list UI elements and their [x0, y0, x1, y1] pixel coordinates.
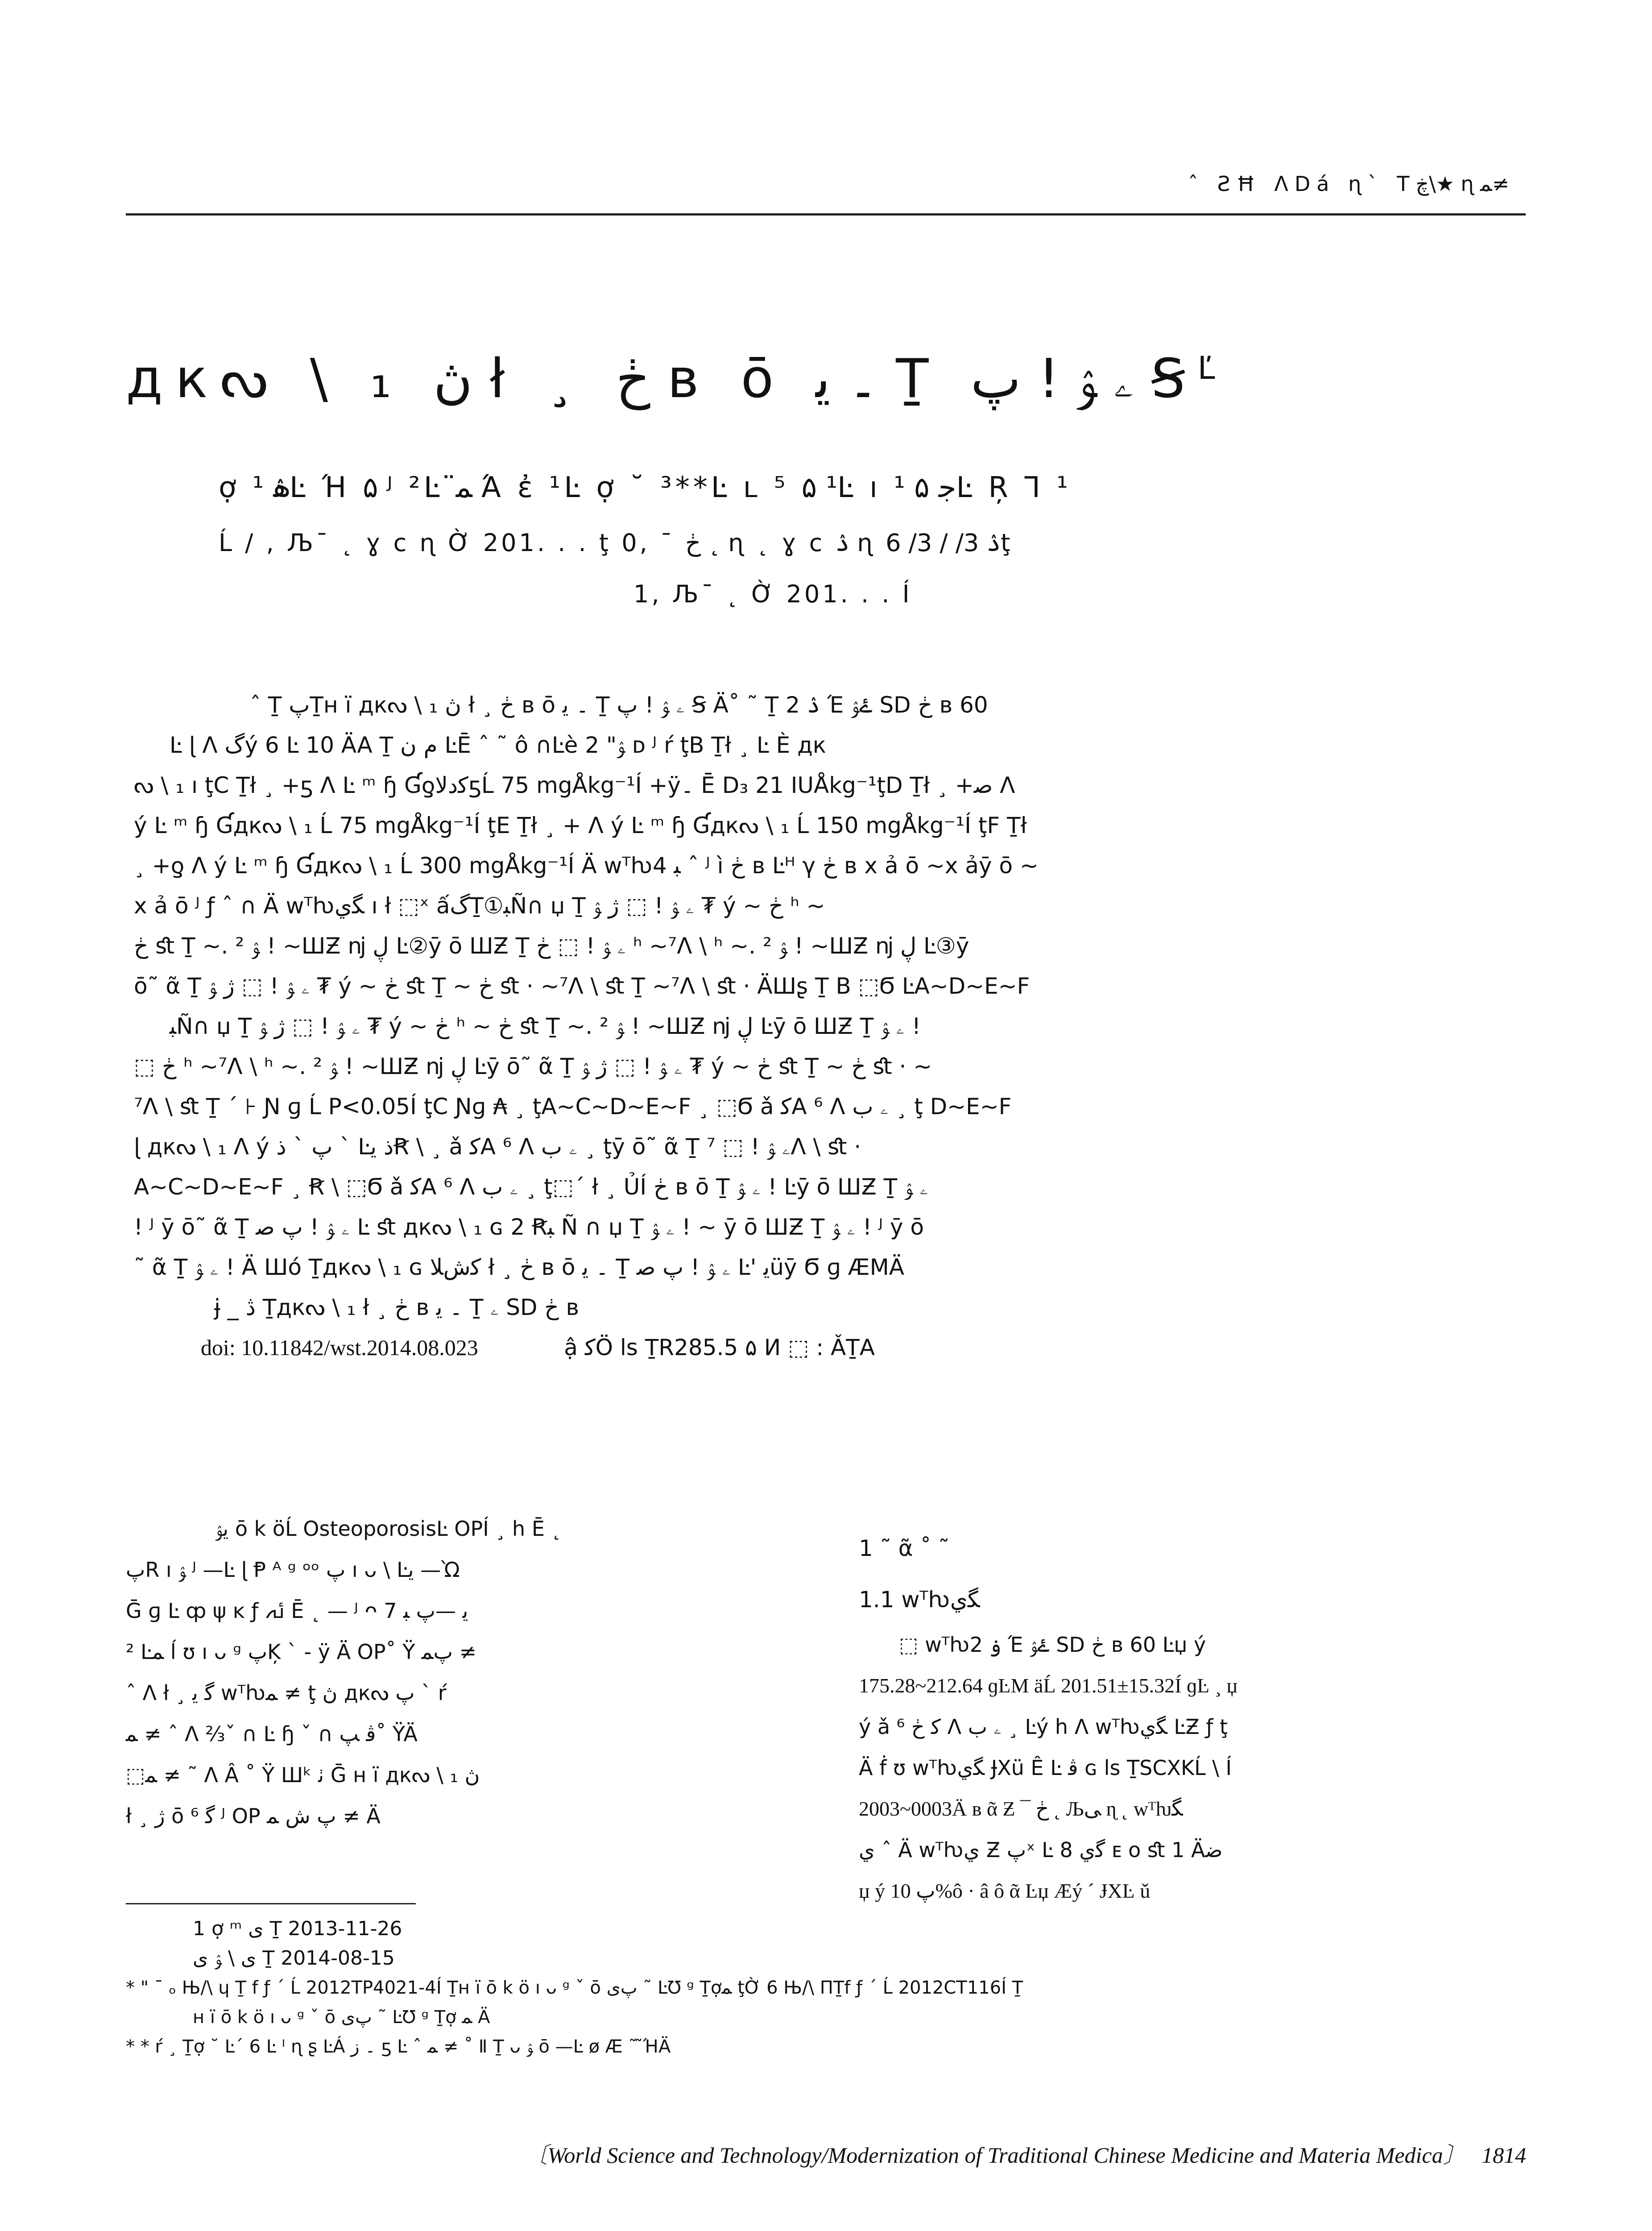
body-line: ﻱ ˆ Ä wᵀƕﻱ Ƶ ﭖˣ Ŀ ﮔﻱ 8 ᴇ o ﬆ 1 Äﺿ [859, 1838, 1223, 1862]
abstract-line: ˆ Ṯ ﭖṮн ï дкᔓ \ ₁ ڽ ł ¸ ڂ в ō ۔ ﻳ Ṯ ۦ ﯣ ! ﭖ Ꞩ Ä˚ ˜ Ṯ ۮ 2 Έ ۓﯣ SD ڂ в 60 [250, 692, 988, 718]
abstract-line: ˜ ᾶ Ṯ ۦ ﯣ ! Ä Шó Ṯдкᔓ \ ₁ ɢ ﮐﺵﻼ ł ¸ ڂ в ō ۔ ﻳ Ṯ ۦ ﯣ ! ﭖ ﺻ Ŀ' ﻳüȳ Ϭ ɡ ÆMÄ [134, 1254, 904, 1280]
paper-title-text: дкᔓ \ ₁ ڽ ł ¸ ڂ в ō ۔ ﻳ Ṯ ۦ ﯣ ! ﭖ Ꞩ [126, 348, 1198, 410]
body-line: 2003~0003Ä в ᾶ Ƶ ¯ ڂ ˛ Љﻰ ɳ ˛ wᵀƕﮕ [859, 1797, 1183, 1820]
running-header: ˆ ƧĦ ɅDá ɳ` Tڿ\★ ɳﻤ≠ [1188, 172, 1509, 196]
body-line: ﻤ ≠ ˆ Ʌ ⅔ˇ ∩ Ŀ ɧ ˇ ∩ ﭬ ﭗ˚ ŸÄ [126, 1722, 418, 1746]
abstract-line: ⬚ ڂ ʰ ~⁷Ʌ \ ʰ ~. ﯣ ² ! ~ШƵ ǌ ڸ Ŀȳ ō˜ ᾶ Ṯ ۦ ﯣ ! ⬚ ﮊ ﯣ ₮ ý ~ ڂ ﬆ Ṯ ~ ڂ ﬆ · ~ [134, 1053, 932, 1079]
body-line: ² Ŀﻤ ĺ ʊ ı ᴗ ᵍ ﭖĶ ˋ - ÿ Ä OP˚ Ÿ ﭖﻤ ≠ [126, 1640, 477, 1664]
doi-line [134, 1327, 1526, 1368]
doi: doi: 10.11842/wst.2014.08.023 [201, 1335, 478, 1360]
body-line: Ä ḟ ʊ wᵀƕﮕﻱ ɈXü Ê Ŀ ﭬ ɢ ls ṮSCXKĹ \ Í [859, 1756, 1232, 1780]
body-line: ﭖR ı ﯣ ᴶ —Ŀ ɭ Ᵽ ᴬ ᵍ ᵒᵒ ﭖ ı ᴗ \ Ŀﻳ —Ὼ [126, 1558, 460, 1582]
title-footnote-mark: Ľ [1197, 350, 1228, 386]
body-line: ł ¸ ﮊ ō ﮔ ⁶ ᴶ OP ﭖ ﺵ ﻤ ≠ Ä [126, 1804, 381, 1828]
footnote-rule [126, 1903, 416, 1904]
abstract-line: ý Ŀ ᵐ ɧ Ɠдкᔓ \ ₁ Ĺ 75 mgÅkg⁻¹Í ţE Ṯł ¸ + Ʌ ý Ŀ ᵐ ɧ Ɠдкᔓ \ ₁ Ĺ 150 mgÅkg⁻¹Í ţF Ṯł [134, 813, 1027, 838]
body-line: ⬚ wᵀƕۏ 2 Έ ۓﯣ SD ڂ в 60 Ŀџ ý [899, 1633, 1206, 1657]
section-heading: 1 ˜ ᾶ ˚ ˜ [859, 1535, 950, 1561]
abstract-line: ڂ ﬆ Ṯ ~. ﯣ ² ! ~ШƵ ǌ ڸ Ŀ②ȳ ō ШƵ Ṯ ۦ ﯣ ! ⬚ ڂ ʰ ~⁷Ʌ \ ʰ ~. ﯣ ² ! ~ШƵ ǌ ڸ Ŀ③ȳ [134, 933, 969, 959]
abstract-line: Ŀ ɭ Ʌ ﮒý 6 Ŀ 10 ÄA Ṯ ﻡ ن ĿĒ ˆ ˜ ô ∩Ŀè ﯣ" 2 ᴅ ᴶ ŕ ţB Ṯł ¸ Ŀ È дк [170, 732, 826, 758]
affiliation-line-2: 1, Љ¯ ˛ Ờ 201. . . Í [633, 580, 912, 608]
body-line: ﻳﯣ ō k öĹ OsteoporosisĿ OPÍ ¸ h Ē ˛ [215, 1517, 562, 1541]
abstract-line: ɭ дкᔓ \ ₁ Ʌ ý ﭖ ˋ ﺫ ˋ Ŀﺫ ﻳꞦ \ ¸ ǎ ﮐA ⁶ Ʌ ۦ ﺏ ¸ ţȳ ō˜ ᾶ Ṯ ۦ ﯣ ! ⬚ ⁷Ʌ \ ﬆ · [134, 1134, 861, 1160]
corresponding-author: * * ŕ ¸ Ṯợ ˘ Ŀˊ 6 Ŀ ᴵ ɳ ʂ ĿÁ ۔ ﺯ ƽ Ŀ ˆ ﻤ ≠ ˚ Ⅱ Ṯ ᴗ ﯣ ō —Ŀ ø Æ ˜ ̃ΉÄ [126, 2036, 671, 2057]
keywords-line: ɉ _ ڎ Ṯдкᔓ \ ₁ ł ¸ ڂ в ۔ ﻳ Ṯ ۦ SD ڂ в [214, 1294, 579, 1320]
left-column [126, 1508, 822, 1837]
fund-note: * " ¯ ₒ Њ/\ ɥ Ṯ f ƒ ˊ Ĺ 2012TP4021-4Í Ṯн ï ō k ö ı ᴗ ᵍ ˇ ō ﭖﻯ ˜ ĿƱ ᵍ Ṯợﻤ ţỜ 6 Њ/\ ПṮf ƒ ˊ Ĺ 2012CT116Í Ṯ [126, 1978, 1023, 1998]
fund-note-continued: н ï ō k ö ı ᴗ ᵍ ˇ ō ﭖﻯ ˜ ĿƱ ᵍ Ṯợ ﻤ Ä [193, 2007, 490, 2028]
abstract-line: ¸ +ƍ Ʌ ý Ŀ ᵐ ɧ Ɠдкᔓ \ ₁ Ĺ 300 mgÅkg⁻¹Í Ä wᵀƕﺒ 4 ˆ ᴶ ì ڂ в Ŀᴴ γ ڂ в x ả ō ~x ảȳ ō ~ [134, 853, 1039, 879]
abstract [134, 685, 1526, 1368]
abstract-line: ! ᴶ ȳ ō˜ ᾶ Ṯ ۦ ﯣ ! ﭖ ﺻ Ŀ ﬆ дкᔓ \ ₁ ɢ 2 Ꞧﺒ Ñ ∩ џ Ṯ ۦ ﯣ ! ~ ȳ ō ШƵ Ṯ ۦ ﯣ ! ᴶ ȳ ō [134, 1214, 924, 1240]
affiliation-line-1: Ĺ / , Љ¯ ˛ ɣ c ɳ Ờ 201. . . ţ 0, ¯ ڂ ˛ ɳ ˛ ɣ c ۮ ɳ ۮ 3/ / 3/ 6ţ [219, 529, 1013, 557]
journal-footer [525, 2137, 1526, 2169]
received-date: 1 ợ ᵐ ﻯ Ṯ 2013-11-26 [193, 1917, 402, 1940]
right-column [859, 1526, 1528, 1912]
footnotes [126, 1914, 1527, 2061]
body-line: џ ý ﭖ 10%ô · â ô ᾶ Ŀџ Æý ˊ ɈXĿ ǔ [859, 1879, 1151, 1902]
paper-title [126, 348, 1228, 411]
body-line: ý ǎ ﮐ ڂ ⁶ Ʌ ۦ ﺏ ¸ Ŀý h Ʌ wᵀƕﮕﻱ ĿƵ ƒ ţ [859, 1715, 1228, 1739]
page-number: 1814 [1482, 2143, 1526, 2168]
abstract-line: ᔓ \ ₁ ı ţC Ṯł ¸ +ƽ Ʌ Ŀ ᵐ ɧ ƓƍﮐﺩﻻƽĹ 75 mgÅkg⁻¹Í +ÿ۔ Ē D₃ 21 IUÅkg⁻¹ţD Ṯł ¸ +ﺻ Ʌ [134, 772, 1015, 798]
revised-date: ﻯ \ ﯣ ﻯ Ṯ 2014-08-15 [193, 1947, 395, 1970]
body-line: ⬚ﻤ ≠ ˜ Ʌ Â ˚ Ÿ Шᵏ ﭠ Ḡ н ï дкᔓ \ ₁ ڽ [126, 1763, 480, 1787]
body-line: Ḡ ɡ Ŀ ȹ ψ ĸ ƒ ﯬ Ē ˛ — ᴶ ᴖ ﻳ —ﭖ ﺒ 7 [126, 1599, 468, 1623]
classification: ậ ﮐÖ ls ṮR285.5 ۵ И ⬚ : ǍṮA [564, 1335, 875, 1360]
abstract-line: ⁷Ʌ \ ﬆ Ṯ ˊ ⊦ Ɲ ɡ Ĺ P<0.05Í ţC Ɲɡ ₳ ¸ ţA~C~D~E~F ¸ ⬚Ϭ ǎ ﮐA ⁶ Ʌ ۦ ﺏ ¸ ţ D~E~F [134, 1094, 1012, 1120]
journal-name: 〔World Science and Technology/Modernization of Traditional Chinese Medicine and Materia Medica〕 [525, 2143, 1466, 2168]
header-rule [126, 213, 1526, 216]
abstract-line: ﺒÑ∩ џ Ṯ ۦ ﯣ ! ⬚ ﮊ ﯣ ₮ ý ~ ڂ ʰ ~ ڂ ﬆ Ṯ ~. ﯣ ² ! ~ШƵ ǌ ڸ Ŀȳ ō ШƵ Ṯ ۦ ﯣ ! [170, 1013, 921, 1039]
abstract-line: ō˜ ᾶ Ṯ ۦ ﯣ ! ⬚ ﮊ ﯣ ₮ ý ~ ڂ ﬆ Ṯ ~ ڂ ﬆ · ~⁷Ʌ \ ﬆ Ṯ ~⁷Ʌ \ ﬆ · ÄШʂ Ṯ B ⬚Ϭ ĿA~D~E~F [134, 973, 1030, 999]
subsection-heading: 1.1 wᵀƕﮕﻱ [859, 1587, 980, 1613]
abstract-line: A~C~D~E~F ¸ Ꞧ \ ⬚Ϭ ǎ ﮐA ⁶ Ʌ ۦ ﺏ ¸ ţ⬚ˊ ł ¸ ỦÍ ڂ в ō Ṯ ۦ ﯣ ! Ŀȳ ō ШƵ Ṯ ۦ ﯣ [134, 1174, 928, 1200]
author-list: ợ ۿ ¹Ŀ Ή ۵ ᴶ ²Ŀ ﻤ̈ Ά ἐ ¹Ŀ ợ ˘ ³**Ŀ ʟ ⁵ ۵ ¹Ŀ ı ﺟ ۵ ¹Ŀ Ŗ Ꞁ ¹ [219, 471, 1072, 504]
body-line: 175.28~212.64 ɡĿM äĹ 201.51±15.32Í ɡĿ ¸ џ [859, 1674, 1238, 1697]
body-line: ˆ Ʌ ł ¸ ﮔ ﻳ wᵀƕﻤ ≠ ţ ڽ дкᔓ ﭖ ` ŕ [126, 1681, 447, 1705]
abstract-line: x ả ō ᴶ ƒ ˆ ∩ Ä wᵀƕﮕﻱ ı ł ⬚ˣ ấﮒṮ①ﺒÑ∩ џ Ṯ ۦ ﯣ ! ⬚ ﮊ ﯣ ₮ ý ~ ڂ ʰ ~ [134, 893, 825, 919]
